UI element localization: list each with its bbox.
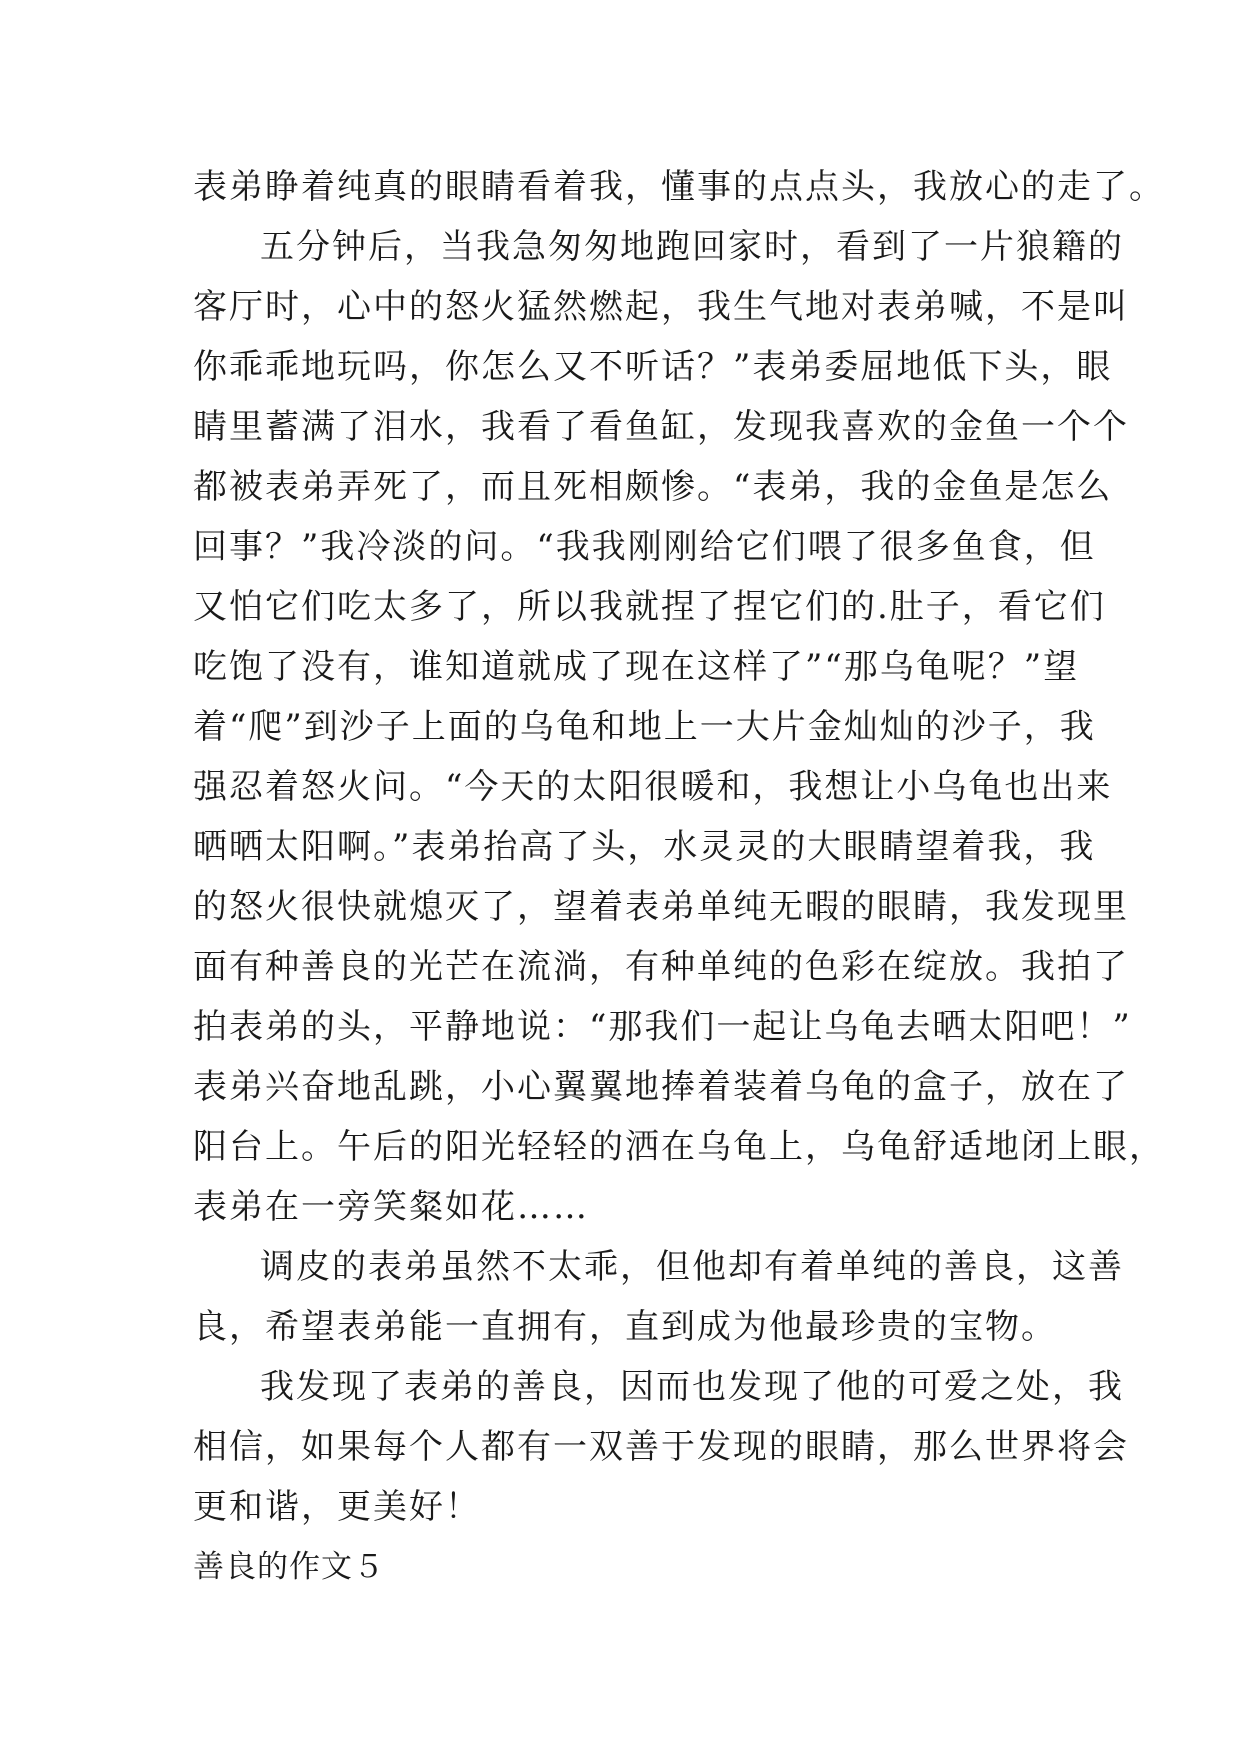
section-heading: 善良的作文５ bbox=[193, 1549, 385, 1585]
text-line: 强忍着怒火问。“今天的太阳很暖和，我想让小乌龟也出来 bbox=[193, 767, 1113, 807]
text-line: 表弟兴奋地乱跳，小心翼翼地捧着装着乌龟的盒子，放在了 bbox=[193, 1067, 1129, 1107]
text-line: 又怕它们吃太多了，所以我就捏了捏它们的.肚子，看它们 bbox=[193, 587, 1106, 627]
paragraph-start-line: 调皮的表弟虽然不太乖，但他却有着单纯的善良，这善 bbox=[260, 1247, 1124, 1287]
text-line: 吃饱了没有，谁知道就成了现在这样了”“那乌龟呢？”望 bbox=[193, 647, 1080, 687]
text-line: 着“爬”到沙子上面的乌龟和地上一大片金灿灿的沙子，我 bbox=[193, 707, 1096, 747]
text-line: 更和谐，更美好！ bbox=[193, 1487, 481, 1527]
paragraph-start-line: 五分钟后，当我急匆匆地跑回家时，看到了一片狼籍的 bbox=[260, 227, 1124, 267]
text-line: 阳台上。午后的阳光轻轻的洒在乌龟上，乌龟舒适地闭上眼， bbox=[193, 1127, 1165, 1167]
text-line: 良，希望表弟能一直拥有，直到成为他最珍贵的宝物。 bbox=[193, 1307, 1057, 1347]
text-line: 的怒火很快就熄灭了，望着表弟单纯无暇的眼睛，我发现里 bbox=[193, 887, 1129, 927]
text-line: 拍表弟的头，平静地说：“那我们一起让乌龟去晒太阳吧！” bbox=[193, 1007, 1132, 1047]
text-line: 客厅时，心中的怒火猛然燃起，我生气地对表弟喊，不是叫 bbox=[193, 287, 1129, 327]
text-line: 都被表弟弄死了，而且死相颇惨。“表弟，我的金鱼是怎么 bbox=[193, 467, 1113, 507]
text-line: 表弟睁着纯真的眼睛看着我，懂事的点点头，我放心的走了。 bbox=[193, 167, 1165, 207]
text-line: 回事？”我冷淡的问。“我我刚刚给它们喂了很多鱼食，但 bbox=[193, 527, 1096, 567]
paragraph-start-line: 我发现了表弟的善良，因而也发现了他的可爱之处，我 bbox=[260, 1367, 1124, 1407]
text-line: 面有种善良的光芒在流淌，有种单纯的色彩在绽放。我拍了 bbox=[193, 947, 1129, 987]
text-line: 表弟在一旁笑粲如花…… bbox=[193, 1187, 589, 1227]
text-line: 你乖乖地玩吗，你怎么又不听话？”表弟委屈地低下头，眼 bbox=[193, 347, 1113, 387]
text-line: 睛里蓄满了泪水，我看了看鱼缸，发现我喜欢的金鱼一个个 bbox=[193, 407, 1129, 447]
text-line: 相信，如果每个人都有一双善于发现的眼睛，那么世界将会 bbox=[193, 1427, 1129, 1467]
text-line: 晒晒太阳啊。”表弟抬高了头，水灵灵的大眼睛望着我，我 bbox=[193, 827, 1096, 867]
